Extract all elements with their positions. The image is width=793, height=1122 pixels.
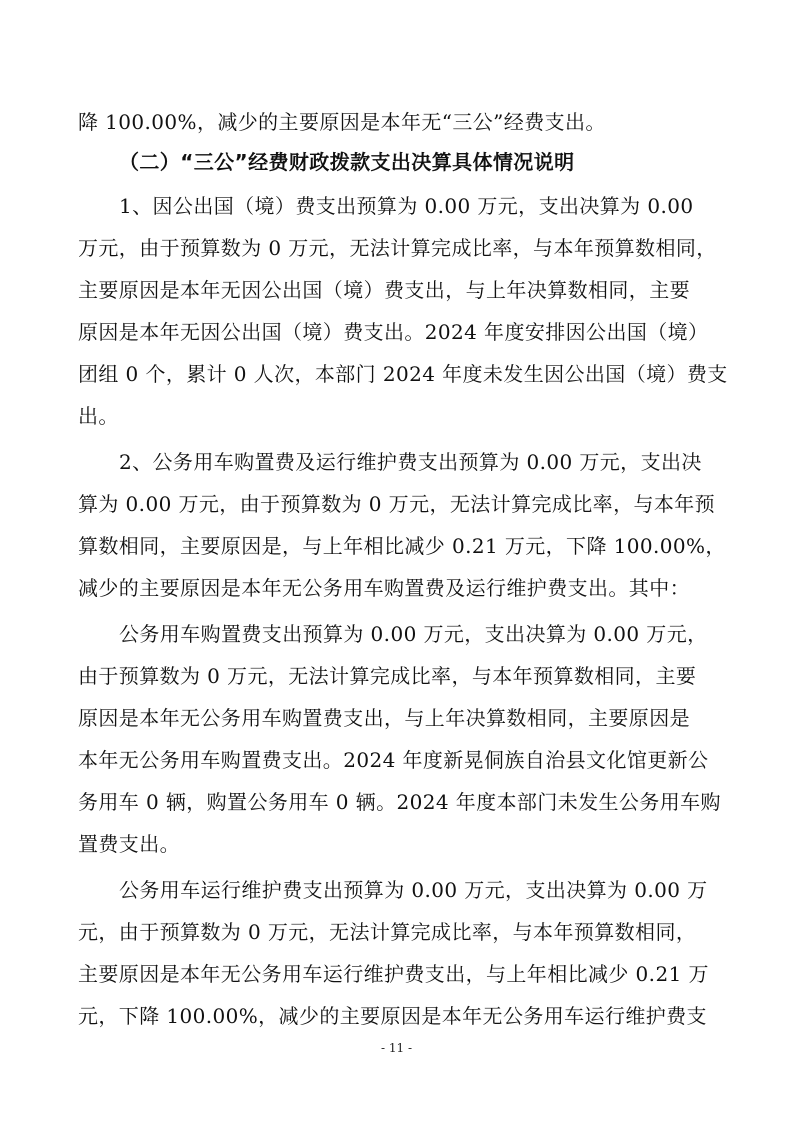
paragraph-line: 万元，由于预算数为 0 万元，无法计算完成比率，与本年预算数相同， (78, 236, 717, 260)
paragraph-line: 本年无公务用车购置费支出。2024 年度新晃侗族自治县文化馆更新公 (78, 748, 709, 772)
section-heading: （二）“三公”经费财政拨款支出决算具体情况说明 (119, 150, 575, 174)
paragraph-line: 置费支出。 (78, 832, 180, 856)
paragraph-line: 公务用车购置费支出预算为 0.00 万元，支出决算为 0.00 万元， (119, 622, 708, 646)
paragraph-line: 原因是本年无因公出国（境）费支出。2024 年度安排因公出国（境） (78, 320, 709, 344)
paragraph-line: 原因是本年无公务用车购置费支出，与上年决算数相同，主要原因是 (78, 706, 690, 730)
page-number: - 11 - (380, 1041, 412, 1055)
paragraph-line: 1、因公出国（境）费支出预算为 0.00 万元，支出决算为 0.00 (119, 194, 694, 218)
paragraph-line: 团组 0 个，累计 0 人次，本部门 2024 年度未发生因公出国（境）费支 (78, 362, 728, 386)
paragraph-line: 降 100.00%，减少的主要原因是本年无“三公”经费支出。 (78, 110, 606, 134)
paragraph-line: 元，下降 100.00%，减少的主要原因是本年无公务用车运行维护费支 (78, 1004, 707, 1028)
paragraph-line: 由于预算数为 0 万元，无法计算完成比率，与本年预算数相同，主要 (78, 664, 697, 688)
paragraph-line: 主要原因是本年无因公出国（境）费支出，与上年决算数相同，主要 (78, 278, 690, 302)
paragraph-line: 元，由于预算数为 0 万元，无法计算完成比率，与本年预算数相同， (78, 920, 697, 944)
paragraph-line: 算为 0.00 万元，由于预算数为 0 万元，无法计算完成比率，与本年预 (78, 492, 716, 516)
paragraph-line: 2、公务用车购置费及运行维护费支出预算为 0.00 万元，支出决 (119, 450, 702, 474)
paragraph-line: 减少的主要原因是本年无公务用车购置费及运行维护费支出。其中： (78, 576, 690, 600)
paragraph-line: 主要原因是本年无公务用车运行维护费支出，与上年相比减少 0.21 万 (78, 962, 709, 986)
paragraph-line: 务用车 0 辆，购置公务用车 0 辆。2024 年度本部门未发生公务用车购 (78, 790, 721, 814)
paragraph-line: 算数相同，主要原因是，与上年相比减少 0.21 万元，下降 100.00%， (78, 534, 726, 558)
paragraph-line: 公务用车运行维护费支出预算为 0.00 万元，支出决算为 0.00 万 (119, 878, 708, 902)
paragraph-line: 出。 (78, 404, 119, 428)
